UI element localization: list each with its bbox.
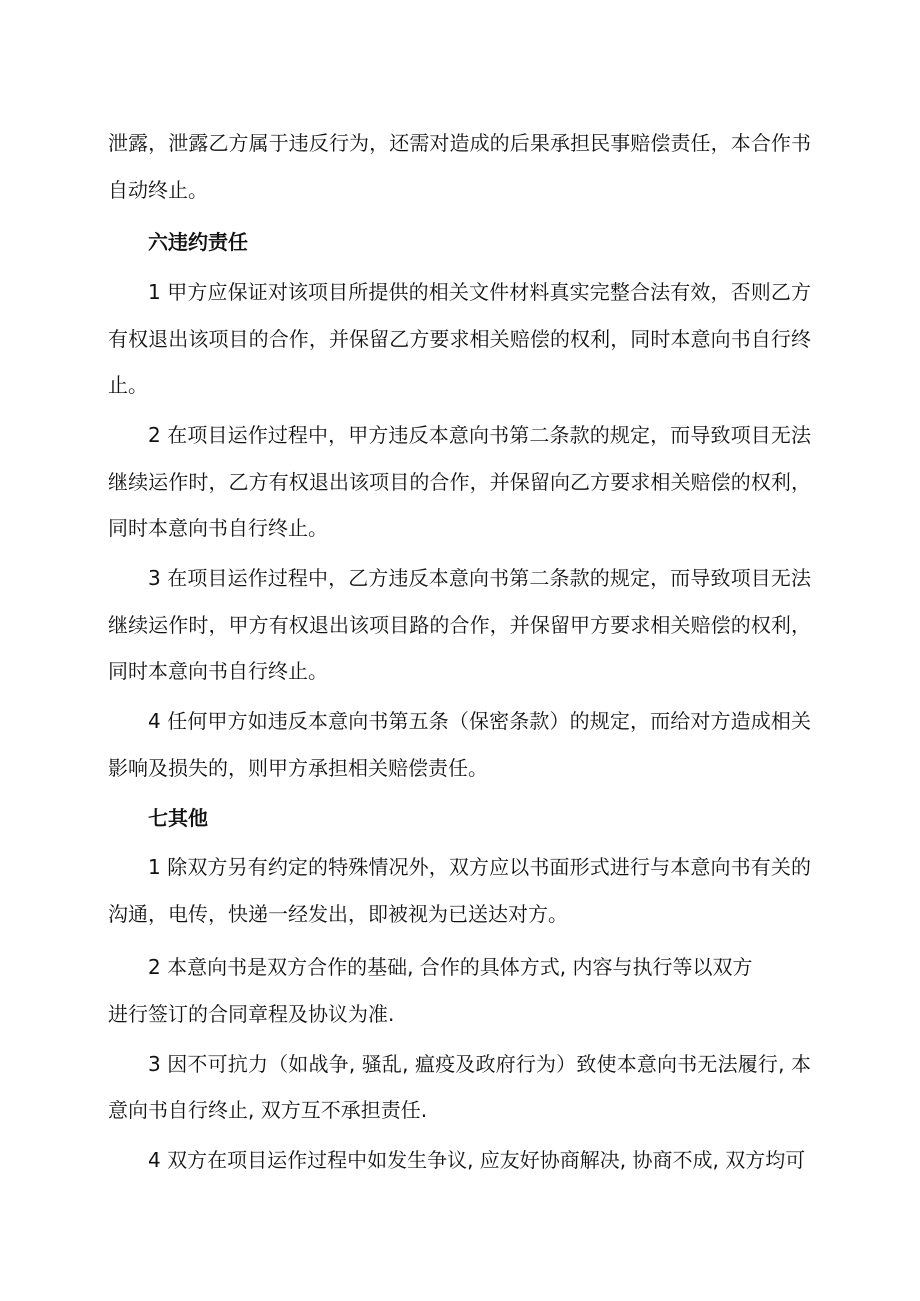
text-line: 泄露，泄露乙方属于违反行为，还需对造成的后果承担民事赔偿责任，本合作书 [108,131,811,155]
text-line: 沟通，电传，快递一经发出，即被视为已送达对方。 [108,902,568,926]
text-line: 2 在项目运作过程中，甲方违反本意向书第二条款的规定，而导致项目无法 [148,423,811,447]
text-line: 止。 [108,373,148,397]
text-line: 进行签订的合同章程及协议为准. [108,1002,395,1026]
text-line: 1 除双方另有约定的特殊情况外，双方应以书面形式进行与本意向书有关的 [148,855,811,879]
text-line: 自动终止。 [108,178,208,202]
text-line: 继续运作时，甲方有权退出该项目路的合作，并保留甲方要求相关赔偿的权利， [108,613,811,637]
text-line: 3 因不可抗力（如战争, 骚乱, 瘟疫及政府行为）致使本意向书无法履行, 本 [148,1052,811,1076]
text-line: 4 双方在项目运作过程中如发生争议, 应友好协商解决, 协商不成, 双方均可 [148,1148,806,1172]
section-heading: 六违约责任 [148,230,248,254]
section-heading: 七其他 [148,806,208,830]
text-line: 影响及损失的，则甲方承担相关赔偿责任。 [108,756,488,780]
text-line: 4 任何甲方如违反本意向书第五条（保密条款）的规定，而给对方造成相关 [148,709,811,733]
text-line: 意向书自行终止, 双方互不承担责任. [108,1098,428,1122]
text-line: 同时本意向书自行终止。 [108,516,328,540]
text-line: 继续运作时，乙方有权退出该项目的合作，并保留向乙方要求相关赔偿的权利， [108,470,811,494]
text-line: 同时本意向书自行终止。 [108,659,328,683]
text-line: 3 在项目运作过程中，乙方违反本意向书第二条款的规定，而导致项目无法 [148,566,811,590]
text-line: 有权退出该项目的合作，并保留乙方要求相关赔偿的权利，同时本意向书自行终 [108,327,811,351]
text-line: 2 本意向书是双方合作的基础, 合作的具体方式, 内容与执行等以双方 [148,955,753,979]
text-line: 1 甲方应保证对该项目所提供的相关文件材料真实完整合法有效，否则乙方 [148,280,811,304]
